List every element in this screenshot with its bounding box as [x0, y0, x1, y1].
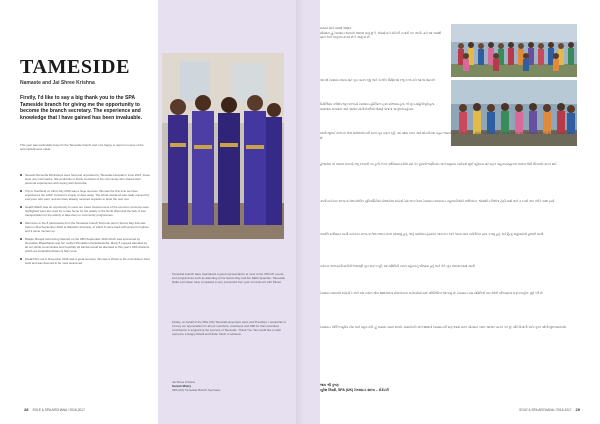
gujarati-paragraph: ૨૨મી જુલાઈ ૨૦૧૬ના રોજ સાઉથએન્ડની યાત્રા ખૂબ સફળ રહી; આ પ્રથમ વખત અમે થોડા દિવસ બહાર જવાની યાત્રા ગોઠવી હતી. સૌએ આખો સપ્તાહાંત આનંદ માણ્યો અને આગામી યાત્રા માટે વિનંતીઓ આવી ગઈ છે.: [320, 131, 572, 140]
folio-label: SOLE & SPA ARCHANA / 2016-2017: [519, 408, 572, 412]
greeting-subtitle: Namaste and Jai Shree Krishna: [20, 80, 95, 86]
gujarati-line: સૌપ્રથમ, હું ટેમસાઇડ શાખાનો આભાર માનું છું કે, જેમણે મને સેક્રેટરી બનાવી તક આપી. મને આ કામથી જ્ઞાન અને અનુભવ મળ્યો છે તે અમૂલ્ય છે.: [320, 30, 442, 40]
gujarati-paragraph: ટેમસાઇડ એક્ઝિક્યુટિવ ટીમ અને પ્રમુખ વતી, હું અમારા તમામ સભ્યો, સ્વયંસેવકો અને SPAનો ટેમસાઇડની સફળતામાં સતત યોગદાન બદલ આભાર વ્યક્ત કરું છું. સૌને દિવાળી અને નૂતન વર્ષની શુભકામનાઓ.: [320, 325, 567, 329]
sign-name: Suresh Mistry: [172, 384, 192, 389]
list-item: Bhajan Mangal held during Navratri on the 28th September 2016 which was sponsored by Hemabien Bhaskharan and her mother Parvatiben Parasharamba. Many 5 enjoyed attended by all our Hindu communities and hopefully all Hindus would be attended to this year's SPA chanters which are Ketanbha Ahdam & Nitin Vora.: [20, 237, 150, 253]
group-photo-top: [451, 24, 577, 77]
signoff-line: સુરેશ મિસ્ત્રી, SPA (UK) ટેમસાઇડ શાખા – સેક્રેટરી: [320, 388, 389, 392]
representation-paragraph: Tameside branch have maintained a good representation at most of the SPA UK events and programmes such as attending at the Sports Day and the Rafta Spandan. Tameside Rafta committee have completed a very successful four year commitment with Dilmel.: [172, 272, 285, 284]
sign-role: SPA (UK) Tameside Branch Secretary: [172, 388, 221, 393]
gutter-shadow: [296, 0, 304, 424]
right-page: [300, 0, 600, 424]
branch-women-photo: [162, 53, 284, 239]
folio-label: SOLE & SPA ARCHANA / 2016-2017: [32, 408, 85, 412]
list-item: Health Watch was an opportunity to voice our views forward some of the common concerns were highlighted were the need for a care home for the elderly in the North West and the lack of free transportation for the elderly to take them to community programmes.: [20, 205, 150, 217]
list-item: Well done to the 8 participants from the Tameside branch that took part in Sports Day that was held on 31st September 2016 at Warwick University, of which 5 came back with winner's trophies and 3 came runners up.: [20, 221, 150, 233]
appreciation-paragraph: Finally, on behalf of the SPA (UK) Tameside Executive team and President, I would like to convey our appreciation for all our members, volunteers and SPA for their relentless contribution in supporting the success of Tameside. Thank You. We would like to wish everyone a Happy Diwali and Nutan Varsh in advance.: [172, 320, 287, 336]
signature-block: [172, 380, 220, 393]
signoff-line: જય શ્રી કૃષ્ણ: [320, 383, 339, 387]
sign-greeting: Jai Shree Krishna: [172, 380, 195, 384]
gujarati-paragraph: ડિમેન્શિયા વર્કશોપ જૂન ૨૦૧૬માં ટેમસાઇડ હોસ્પિટલ દ્વારા યોજાયા હતા, જે ખૂબ માહિતીપૂર્ણ હતા. સમાજના સભ્યોનો અમે આભાર માનીએ છીએ જેમણે પોતાના અનુભવો વહેંચ્યા.: [320, 102, 436, 111]
gujarati-paragraph: ટેમસાઇડ શાખાએ સ્પોર્ટ્સ ડે અને રાસ સ્પંદન જેવા SPA UKના મોટાભાગના કાર્યક્રમોમાં સારું પ્રતિનિધિત્વ જાળવ્યું છે. ટેમસાઇડ રાસ સમિતિએ ચાર વર્ષની પ્રતિબદ્ધતા સફળતાપૂર્વક પૂર્ણ કરી છે.: [320, 291, 544, 295]
right-folio: [519, 407, 584, 412]
lead-paragraph: This year was particularly busy for the Tameside branch and I am happy to report on some of the accomplishments made.: [20, 143, 144, 151]
gujarati-paragraph: ૩૧મી સપ્ટેમ્બર ૨૦૧૬ના રોજ વોરવિક યુનિવર્સિટીમાં યોજાયેલા સ્પોર્ટ્સ ડેમાં ભાગ લેનાર ટેમસાઇડ શાખાના ૮ સહભાગીઓને અભિનંદન, જેમાંથી ૫ વિજેતા ટ્રોફી સાથે અને ૩ રનર્સ અપ તરીકે પાછા ફર્યા.: [320, 199, 555, 203]
gujarati-paragraph: આ વર્ષ ટેમસાઇડ શાખા માટે ખૂબ વ્યસ્ત રહ્યું અને કેટલીક સિદ્ધિઓ રજૂ કરતાં મને આનંદ થાય છે.: [320, 78, 436, 82]
gujarati-paragraph: [320, 26, 444, 40]
page-title: TAMESIDE: [20, 56, 131, 78]
list-item: Trip to Southend on 22nd July 2016 was a huge success; this was the first time we have organised a trip which involved a couple of days away. The whole weekend was really enjoyed by everyone who went, and we have already received requests to book the next one.: [20, 189, 150, 201]
intro-paragraph: Firstly, I'd like to say a big thank you to the SPA Tameside branch for giving me the opportunity to become the branch secretary. The experience and knowledge that I have gained has been invaluable.: [20, 95, 142, 121]
left-folio: [20, 407, 85, 412]
accomplishments-list: [20, 173, 150, 269]
gujarati-paragraph: હેલ્થવોચ એ અમારા મંતવ્યો રજૂ કરવાની તક હતી; ઉત્તર પશ્ચિમમાં વડીલો માટે કેર હોમની જરૂરિયાત અને સમુદાય કાર્યક્રમો સુધી પહોંચવા માટે મફત વાહનવ્યવહારના અભાવ જેવી ચિંતાઓ વ્યક્ત થઈ.: [320, 162, 558, 166]
gujarati-paragraph: નવેમ્બર ૨૦૧૬માં દિવાળીની ઉજવણી ખૂબ સફળ રહી; આ સમિતિની સખત મહેનતનું પરિણામ હતું અને તેને ખૂબ આવકારવામાં આવી.: [320, 264, 476, 268]
list-item: Diwali Plan out in November 2016 was a great success; this was a tribute to the committee's hard work and was deemed to be most welcomed.: [20, 257, 150, 265]
list-item: Several Dementia Workshops were held and organised by Tameside Hospital in June 2016, these were very informative. We would like to thank members of the community who shared their personal experiences with coping with dementia.: [20, 173, 150, 185]
gujarati-signoff: [320, 383, 389, 393]
page-number: 29: [575, 407, 580, 412]
page-number: 28: [24, 407, 29, 412]
gujarati-paragraph: નવરાત્રિ દરમિયાન ૨૮મી સપ્ટેમ્બર ૨૦૧૬ના રોજ ભજન મંગલ યોજાયું હતું, જેનું પ્રાયોજન હેમાબેન ભાસ્કરન અને તેમના માતા પાર્વતીબેન દ્વારા કરાયું હતું. સર્વ હિન્દુ સમુદાયોએ હાજરી આપી.: [320, 232, 545, 236]
gujarati-line: સમયાં સોને પ્રમાણે જણાવ.: [320, 26, 352, 30]
